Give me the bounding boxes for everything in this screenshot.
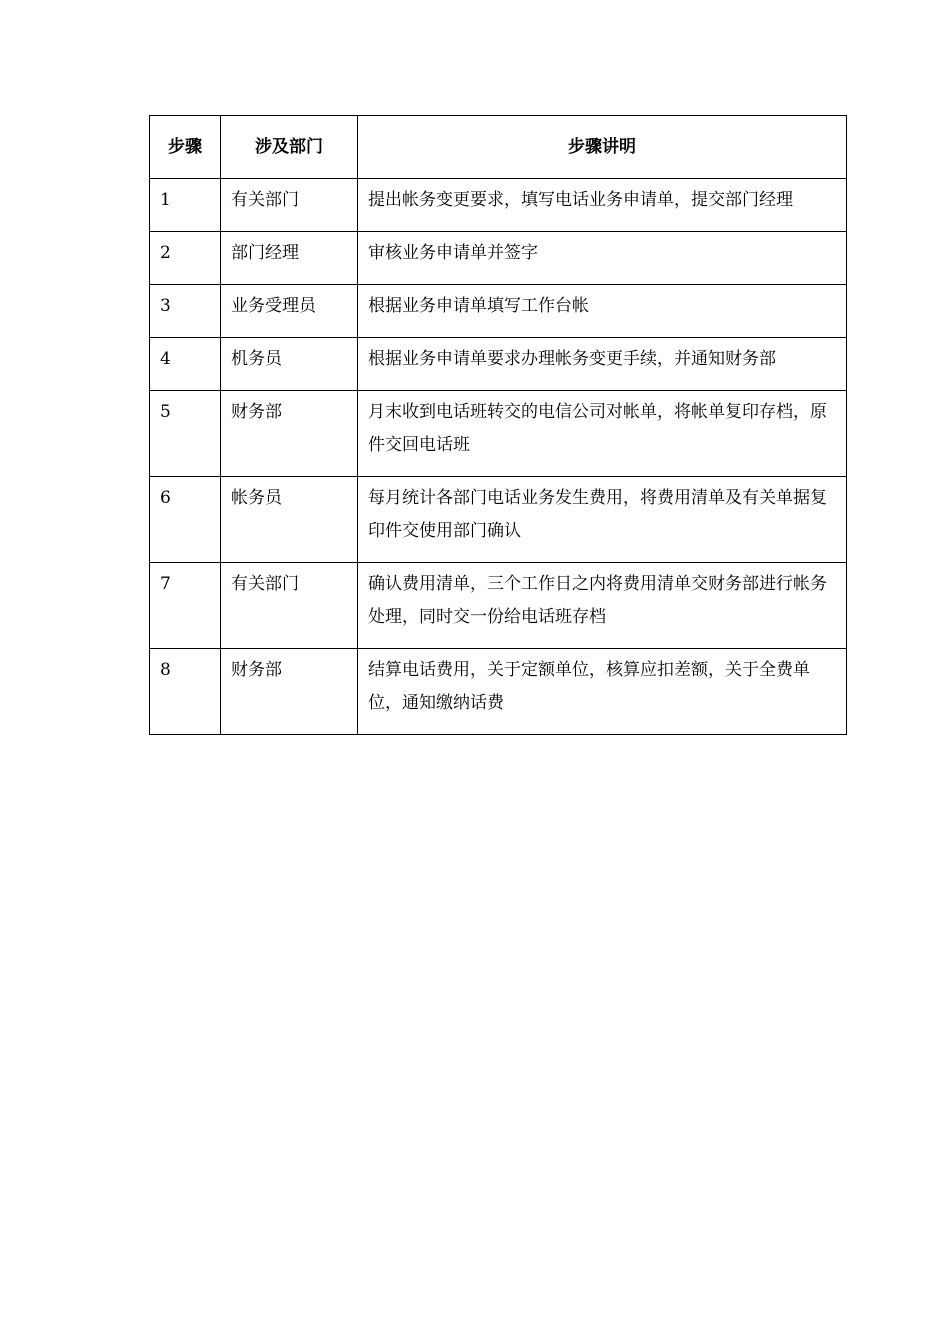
department: 部门经理	[221, 232, 358, 285]
table-row	[150, 232, 847, 285]
department: 有关部门	[221, 563, 358, 649]
department: 有关部门	[221, 179, 358, 232]
table-row	[150, 285, 847, 338]
department: 机务员	[221, 338, 358, 391]
step-description: 根据业务申请单要求办理帐务变更手续，并通知财务部	[358, 338, 847, 391]
step-description: 每月统计各部门电话业务发生费用，将费用清单及有关单据复印件交使用部门确认	[358, 477, 847, 563]
step-number: 6	[150, 477, 221, 563]
table-row	[150, 649, 847, 735]
department: 财务部	[221, 649, 358, 735]
table-row	[150, 338, 847, 391]
header-description: 步骤讲明	[358, 116, 847, 179]
step-description: 提出帐务变更要求，填写电话业务申请单，提交部门经理	[358, 179, 847, 232]
step-number: 8	[150, 649, 221, 735]
step-description: 审核业务申请单并签字	[358, 232, 847, 285]
header-department: 涉及部门	[221, 116, 358, 179]
department: 帐务员	[221, 477, 358, 563]
step-number: 4	[150, 338, 221, 391]
step-number: 5	[150, 391, 221, 477]
table-header-row	[150, 116, 847, 179]
table-row	[150, 563, 847, 649]
header-step: 步骤	[150, 116, 221, 179]
step-number: 7	[150, 563, 221, 649]
department: 业务受理员	[221, 285, 358, 338]
step-number: 3	[150, 285, 221, 338]
table-row	[150, 179, 847, 232]
step-number: 2	[150, 232, 221, 285]
table-row	[150, 477, 847, 563]
table-row	[150, 391, 847, 477]
step-description: 月末收到电话班转交的电信公司对帐单，将帐单复印存档，原件交回电话班	[358, 391, 847, 477]
department: 财务部	[221, 391, 358, 477]
step-description: 结算电话费用，关于定额单位，核算应扣差额，关于全费单位，通知缴纳话费	[358, 649, 847, 735]
step-description: 根据业务申请单填写工作台帐	[358, 285, 847, 338]
process-steps-table	[149, 115, 847, 735]
step-number: 1	[150, 179, 221, 232]
step-description: 确认费用清单，三个工作日之内将费用清单交财务部进行帐务处理，同时交一份给电话班存档	[358, 563, 847, 649]
